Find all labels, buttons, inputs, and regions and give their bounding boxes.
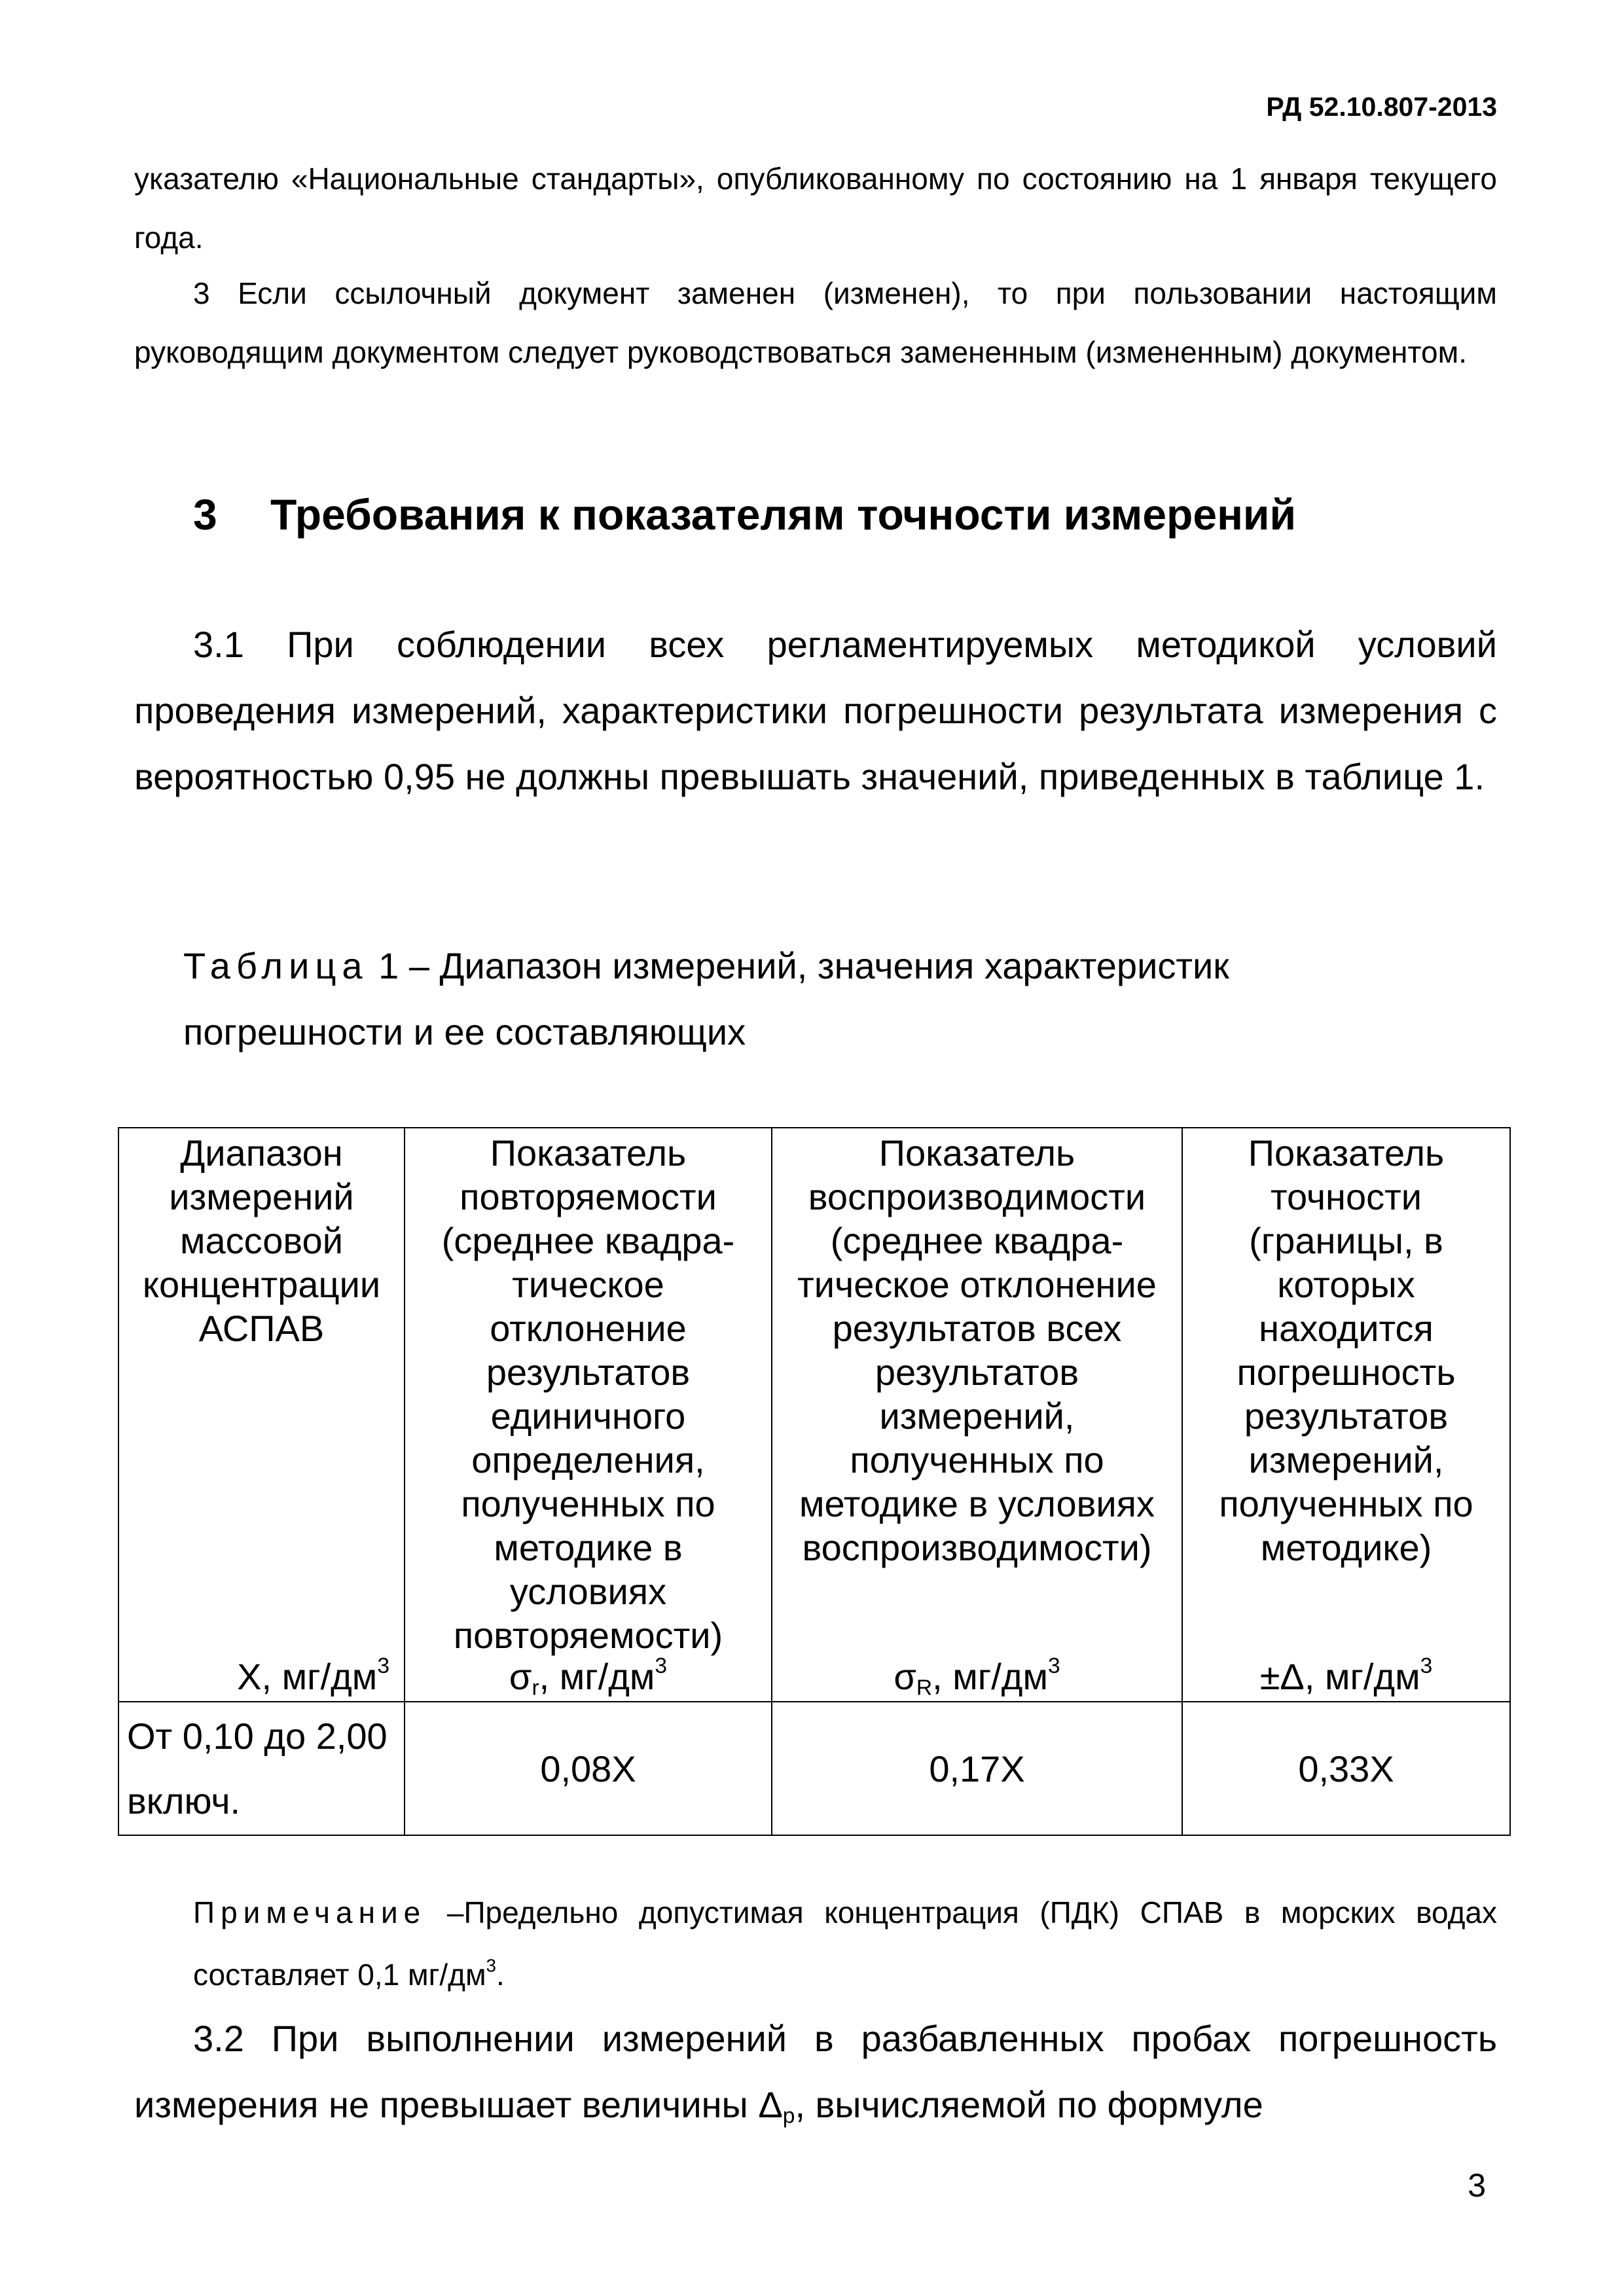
symbol: σ [893, 1656, 916, 1697]
note-3-paragraph: 3 Если ссылочный документ заменен (изменен), то при пользовании настоящим руководящим документом следует руководствоваться замененным (измененным) документом. [134, 276, 1497, 369]
section-heading [193, 490, 1296, 539]
header-repeatability-text: Показатель повторяемости (среднее квадра-тическое отклонение результатов единичного определения, полученных по методике в условиях повторяемости) [441, 1132, 735, 1656]
data-table [118, 1127, 1511, 1836]
paragraph-3-2-end: , вычисляемой по формуле [795, 2084, 1263, 2125]
header-reproducibility-unit [772, 1655, 1182, 1698]
header-reproducibility-text: Показатель воспроизводимости (среднее квадра-тическое отклонение результатов всех результатов измерений, полученных по методике в условиях воспроизводимости) [797, 1132, 1157, 1568]
header-cell-range [118, 1128, 405, 1702]
cell-range: От 0,10 до 2,00 включ. [118, 1702, 405, 1835]
symbol-subscript: R [916, 1676, 933, 1700]
unit-exponent: 3 [655, 1653, 668, 1678]
cell-repeatability: 0,08X [405, 1702, 772, 1835]
header-cell-repeatability [405, 1128, 772, 1702]
symbol: X [237, 1656, 262, 1697]
unit-text: , мг/дм [932, 1656, 1048, 1697]
table-row [118, 1702, 1510, 1835]
unit-exponent: 3 [1420, 1653, 1433, 1678]
symbol: ±Δ [1259, 1656, 1305, 1697]
paragraph-3-2-subscript: р [782, 2104, 795, 2128]
unit-exponent: 3 [377, 1653, 389, 1678]
unit-text: , мг/дм [539, 1656, 655, 1697]
note-exponent: 3 [486, 1955, 497, 1976]
table-note [193, 1882, 1497, 2006]
cell-accuracy: 0,33X [1182, 1702, 1510, 1835]
paragraph-3-1: 3.1 При соблюдении всех регламентируемых методикой условий проведения измерений, характеристики погрешности результата измерения с вероятностью 0,95 не должны превышать значений, приведенных в таблице 1. [134, 624, 1497, 797]
header-repeatability-unit [405, 1655, 771, 1698]
table-caption [183, 933, 1427, 1065]
note-end: . [496, 1958, 505, 1992]
note-text: –Предельно допустимая концентрация (ПДК) СПАВ в морских водах составляет 0,1 мг/дм [193, 1895, 1498, 1992]
section-number: 3 [193, 490, 217, 539]
header-cell-accuracy [1182, 1128, 1510, 1702]
cell-reproducibility: 0,17X [772, 1702, 1182, 1835]
table-header-row [118, 1128, 1510, 1702]
header-accuracy-text: Показатель точности (границы, в которых находится погрешность результатов измерений, полученных по методике) [1219, 1132, 1473, 1568]
document-code: РД 52.10.807-2013 [1266, 92, 1497, 122]
table-caption-label: Таблица [183, 945, 369, 986]
page-number: 3 [1468, 2167, 1486, 2204]
unit-text: , мг/дм [261, 1656, 378, 1697]
table-caption-text: 1 – Диапазон измерений, значения характеристик погрешности и ее составляющих [183, 945, 1229, 1052]
section-title: Требования к показателям точности измерений [270, 490, 1297, 539]
paragraph-3-2-text: 3.2 При выполнении измерений в разбавленных пробах погрешность измерения не превышает величины Δ [134, 2018, 1497, 2125]
symbol: σ [509, 1656, 532, 1697]
paragraph-3-2 [134, 2005, 1497, 2138]
note-label: Примечание [193, 1895, 427, 1929]
header-cell-reproducibility [772, 1128, 1182, 1702]
continued-paragraph: указателю «Национальные стандарты», опубликованному по состоянию на 1 января текущего года. [134, 162, 1497, 255]
header-range-text: Диапазон измерений массовой концентрации АСПАВ [142, 1132, 381, 1349]
unit-text: , мг/дм [1304, 1656, 1420, 1697]
symbol-subscript: r [532, 1676, 539, 1700]
header-range-unit [237, 1655, 389, 1698]
header-accuracy-unit [1183, 1655, 1509, 1698]
unit-exponent: 3 [1047, 1653, 1060, 1678]
